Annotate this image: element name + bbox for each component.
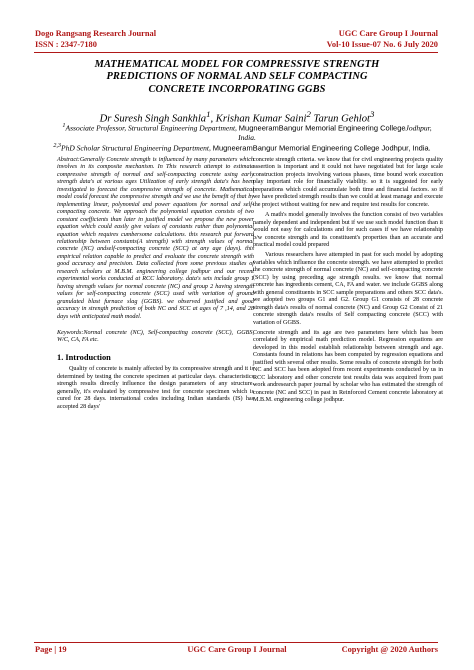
affil-1-text: Associate Professor, Structural Engineering Department, — [65, 123, 239, 133]
body-paragraph-1: concrete strength criteria. we know that for civil engineering projects quality assertion is important and it could not have negotiated but for large scale construction projects involving various phases, time bound work execution play important role for financially viability. so it is suggested for early preparations which could accumulate both time and financial factors. so if we have predicted strength results than we could at least manage and execute the project without waiting for new and require test results for concrete. — [253, 157, 443, 208]
author-2: , Krishan Kumar Saini — [210, 113, 307, 125]
header-right — [327, 29, 438, 50]
introduction-heading: 1. Introduction — [57, 352, 111, 362]
affil-1-sup: 1 — [62, 122, 66, 129]
title-line-3: CONCRETE INCORPORATING GGBS — [148, 83, 326, 95]
issn: ISSN : 2347-7180 — [35, 39, 97, 49]
affil-2-sup: 2,3 — [53, 142, 62, 149]
body-paragraph-3: Various researchers have attempted in past for such model by adopting variables which influence the concrete strength. we have attempted to predict the concrete strength of normal concrete (NC) and self-compacting concrete (SCC) by using preceding age strength results. we know that normal concrete has ingredients cement, CA, FA and water. we include GGBS along with general constituents in SCC sample preparations and others SCC data's. we adopted two groups G1 and G2. Group G1 consists of 28 concrete strength data's results of normal concrete (NC) and Group G2 Consist of 21 concrete strength data's results of Self compacting concrete (SCC) with variation of GGBS. — [253, 252, 443, 326]
author-3-sup: 3 — [369, 109, 375, 119]
footer-divider — [34, 642, 438, 643]
volume-issue: Vol-10 Issue-07 No. 6 July 2020 — [326, 39, 438, 49]
paper-title — [38, 59, 436, 96]
body-paragraph-4: Concrete strength and its age are two parameters here which has been correlated by empirical math prediction model. Regression equations are developed in this model establish relationship between strength and age. Constants found in relations has been computed by regression equations and justified with several other results. Some results of concrete strength for both NC and SCC has been adopted from recent experiments conducted by us in RCC laboratory and other concrete test results data was acquired from past work andresearch paper journal by scholar who has estimated the strength of concrete (NC and SCC) in past in Reinforced Cement concrete laboratory at M.B.M. engineering college jodhpur. — [253, 329, 443, 404]
author-3: Tarun Gehlot — [310, 113, 370, 125]
header-divider — [34, 52, 438, 53]
footer-ugc: UGC Care Group I Journal — [187, 645, 287, 654]
ugc-label: UGC Care Group I Journal — [338, 29, 438, 38]
author-1-sup: 1 — [206, 109, 211, 119]
title-line-1: MATHEMATICAL MODEL FOR COMPRESSIVE STRENGTH — [94, 59, 380, 70]
title-line-2: PREDICTIONS OF NORMAL AND SELF COMPACTING — [106, 71, 368, 83]
affiliation-1 — [60, 121, 434, 143]
affil-2-text: PhD Scholar Structural Engineering Department, — [61, 143, 213, 153]
affil-1-college: MugneeramBangur Memorial Engineering College — [238, 123, 406, 133]
journal-name: Dogo Rangsang Research Journal — [35, 29, 157, 38]
author-2-sup: 2 — [306, 109, 311, 119]
intro-paragraph-1: Quality of concrete is mainly affected by its compressive strength and it is determined by testing the concrete specimen at particular days. characteristics strength results directly influence the design parameters of any structure. generally, it's evaluated by compressive test for concrete specimen which is cured for 28 days. international codes including Indian standards (IS) has accepted 28 days' — [57, 366, 254, 410]
header-left — [35, 29, 156, 50]
abstract: Abstract:Generally Concrete strength is influenced by many parameters which involves in its composite mechanism. In This research attempt to estimate compressive strength of normal and self-compacting concrete using early strength data's at various ages Utilization of early strength data's has been investigated to forecast the compressive strength of concrete. Mathematical model could forecast the compressive strength and we use the benefit of that by implementing linear, polynomial and power equations for normal and self-compacting concrete. We approach the polynomial equation consists of two constant coefficients than later in justified model we propose the new power equation which could easily give values of constants rather than polynomial equation which requires cumbersome calculations. this research put forward relationship between constants(A strength) with strength values of normal concrete (NC) andself-compacting concrete (SCC) at any age (days). this empirical relation capable to predict and evaluate the concrete strength with good accuracy and precision. Data collected from some previous studies of research scholars at M.B.M. engineering college jodhpur and our recent experimental works conducted at RCC laboratory. data's sets include group 1 having strength values for normal concrete (NC) and group 2 having strength values for self-compacting concrete (SCC) used with variation of ground granulated blast furnace slag (GGBS). we observed justified and good accuracy in strength prediction of both NC and SCC at ages of 7 ,14, and 28 days with anticipated math model. — [57, 157, 254, 320]
page-number: Page | 19 — [35, 645, 67, 654]
affil-2-college: MugneeramBangur Memorial Engineering College Jodhpur, India. — [212, 143, 431, 153]
affil-1-end: Jodhpur, India. — [238, 123, 432, 143]
affiliation-2 — [44, 141, 440, 153]
keywords: Keywords:Normal concrete (NC), Self-compacting concrete (SCC), GGBS, W/C, CA, FA etc. — [57, 329, 254, 344]
right-column — [253, 157, 443, 405]
body-paragraph-2: A math's model generally involves the function consist of two variables namely dependent and independent but if we use such model function than it would not easy for calculations and for such cases if we have relationship b/w concrete strength and its constituent's properties than an accurate and practical model could prepared — [253, 212, 443, 248]
left-column — [57, 157, 254, 411]
author-1: Dr Suresh Singh Sankhla — [99, 113, 207, 125]
footer-copyright: Copyright @ 2020 Authors — [341, 645, 438, 654]
